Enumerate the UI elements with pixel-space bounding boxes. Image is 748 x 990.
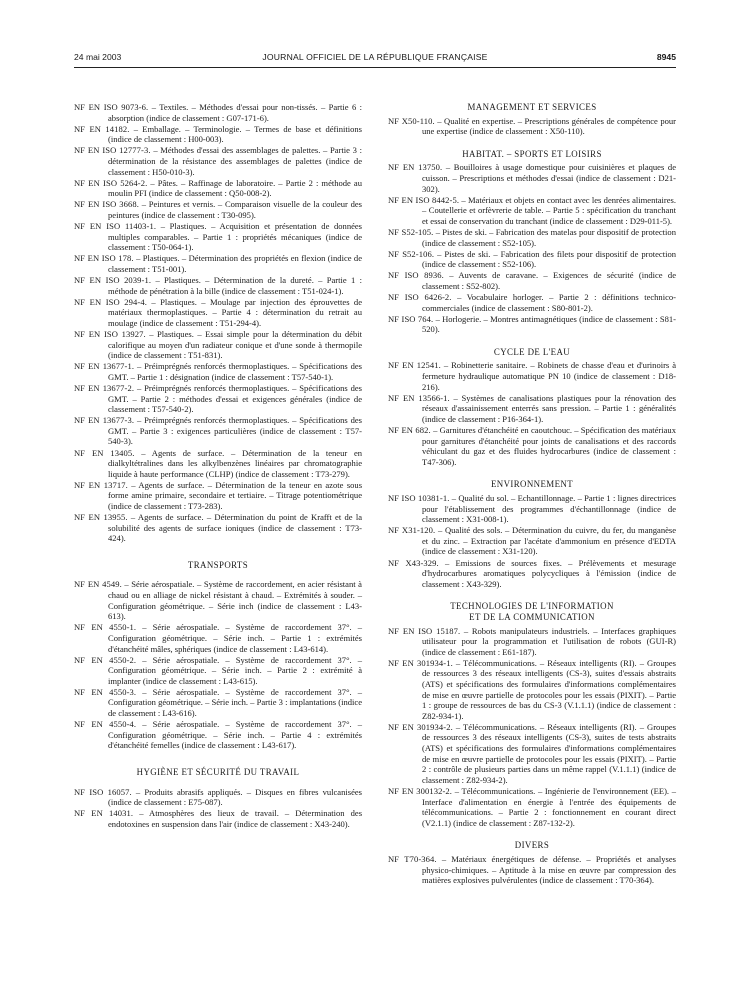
- standard-entry: [388, 249, 676, 270]
- section-heading: TECHNOLOGIES DE L'INFORMATION: [450, 601, 614, 612]
- standard-entry: [74, 579, 362, 621]
- standard-entry: [388, 270, 676, 291]
- standard-reference: NF EN 13677-3.: [74, 415, 135, 426]
- standard-reference: NF EN ISO 13927.: [74, 328, 146, 339]
- standard-entry: [388, 786, 676, 828]
- standard-entry: [74, 622, 362, 654]
- standard-title: – Robinetterie sanitaire. – Robinets de chasse d'eau et d'urinoirs à fermeture hydraulique automatique PN 10 (indice de classement : D18-216).: [422, 360, 676, 392]
- standard-entry: [74, 124, 362, 145]
- standard-title: – Robots manipulateurs industriels. – Interfaces graphiques utilisateur pour la programmation et l'utilisation de robots (GUI-R) (indice de classement : E61-187).: [422, 625, 676, 657]
- standard-title: – Préimprégnés renforcés thermoplastiques. – Spécifications des GMT. – Partie 1 : désignation (indice de classement : T57-540-1).: [108, 361, 363, 382]
- standard-entry: [388, 425, 676, 467]
- standard-title: – Série aérospatiale. – Système de raccordement 37°. – Configuration géométrique. – Série inch. – Partie 1 : extrémités d'étanchéité mâles, sphériques (indice de classement : L43-614).: [108, 622, 363, 654]
- standard-title: – Préimprégnés renforcés thermoplastiques. – Spécifications des GMT. – Partie 2 : méthodes d'essai et exigences générales (indice de classement : T57-540-2).: [108, 382, 363, 415]
- standard-title: – Télécommunications. – Réseaux intelligents (RI). – Groupes de ressources 3 des réseaux intelligents (CS-3), suites d'essais abstraits (ATS) et spécifications des formulaires d'informations complémentaires de mise en œuvre partielle de protocoles pour les essais (PIXIT). – Partie 1 : groupe de ressources de bas du CS-3 (V.1.1.1) (indice de classement : Z82-934-1).: [422, 657, 676, 721]
- standard-reference: NF X50-110.: [388, 115, 435, 126]
- section-heading: HYGIÈNE ET SÉCURITÉ DU TRAVAIL: [136, 766, 300, 777]
- standard-reference: NF EN 13955.: [74, 512, 128, 523]
- standard-entry: [388, 722, 676, 786]
- standard-entry: [388, 658, 676, 722]
- standard-entry: [74, 361, 362, 382]
- standard-reference: NF EN 4550-3.: [74, 686, 137, 697]
- standard-reference: NF EN 4550-4.: [74, 719, 137, 730]
- standard-entry: [74, 275, 362, 296]
- standard-entry: [74, 297, 362, 329]
- standard-entry: [74, 329, 362, 361]
- standard-title: – Plastiques. – Essai simple pour la détermination du débit calorifique au moyen d'un radiateur conique et d'une sonde à thermopile (indice de classement : T51-831).: [108, 328, 362, 361]
- standard-reference: NF EN 14182.: [74, 123, 130, 134]
- standard-reference: NF X31-120.: [388, 525, 436, 536]
- standard-title: – Peintures et vernis. – Comparaison visuelle de la couleur des peintures (indice de classement : T30-095).: [108, 199, 362, 220]
- header-page-number: 8945: [656, 52, 676, 62]
- standard-reference: NF ISO 764.: [388, 313, 434, 324]
- standard-title: – Série aérospatiale. – Système de raccordement 37°. – Configuration géométrique. – Série inch. – Partie 2 : extrémité à implanter (indice de classement : L43-615).: [108, 654, 363, 686]
- standard-entry: [74, 253, 362, 274]
- standard-reference: NF EN ISO 3668.: [74, 199, 140, 210]
- standard-title: – Horlogerie. – Montres antimagnétiques (indice de classement : S81-520).: [422, 313, 677, 335]
- header-journal-title: JOURNAL OFFICIEL DE LA RÉPUBLIQUE FRANÇAISE: [262, 52, 488, 62]
- standard-entry: [388, 292, 676, 313]
- standard-entry: [74, 512, 362, 544]
- standard-reference: NF EN ISO 294-4.: [74, 296, 147, 307]
- standard-title: – Garnitures d'étanchéité en caoutchouc. – Spécification des matériaux pour garnitures d'étanchéité pour joints de canalisations et des raccords véhiculant du gaz et des fluides hydrocarbures (indice de classement : T47-306).: [422, 425, 676, 467]
- standard-title: – Agents de surface. – Détermination du point de Krafft et de la solubilité des agents de surface ioniques (indice de classement : T73-424).: [108, 512, 363, 544]
- standard-reference: NF EN 13717.: [74, 479, 128, 490]
- standard-title: – Emissions de sources fixes. – Prélèvements et mesurage d'hydrocarbures aromatiques polycycliques à l'émission (indice de classement : X43-329).: [422, 557, 676, 589]
- standard-reference: NF EN 4550-1.: [74, 622, 137, 633]
- standard-reference: NF ISO 10381-1.: [388, 493, 450, 503]
- section-heading: HABITAT. – SPORTS ET LOISIRS: [462, 148, 602, 159]
- standard-title: – Qualité en expertise. – Prescriptions générales de compétence pour une expertise (indice de classement : X50-110).: [422, 115, 677, 137]
- standard-reference: NF EN ISO 2039-1.: [74, 275, 152, 285]
- standard-title: – Préimprégnés renforcés thermoplastiques. – Spécifications des GMT. – Partie 3 : exigences particulières (indice de classement : T57-540-3).: [108, 415, 363, 447]
- standard-title: – Matériaux énergétiques de défense. – Propriétés et analyses physico-chimiques. – Aptitude à la mise en œuvre par compression des matières explosives pulvérulentes (indice de classement : T70-364).: [422, 853, 676, 886]
- standard-entry: [74, 787, 362, 808]
- standard-entry: [74, 178, 362, 199]
- standard-reference: NF EN 682.: [388, 425, 431, 436]
- standard-reference: NF EN ISO 5264-2.: [74, 177, 148, 188]
- standard-reference: NF ISO 8936.: [388, 270, 444, 281]
- standard-reference: NF EN 13405.: [74, 447, 135, 458]
- standard-title: – Agents de surface. – Détermination de la teneur en azote sous forme amine primaire, secondaire et tertiaire. – Titrage potentiométrique (indice de classement : T73-283).: [108, 479, 363, 511]
- standard-reference: NF EN 4549.: [74, 579, 122, 590]
- standard-reference: NF EN 13677-2.: [74, 382, 135, 393]
- standard-reference: NF EN 12541.: [388, 360, 441, 371]
- standard-reference: NF EN 4550-2.: [74, 654, 137, 665]
- standard-reference: NF EN 13750.: [388, 162, 443, 173]
- standard-title: – Série aérospatiale. – Système de raccordement, en acier résistant à chaud ou en alliage de nickel résistant à chaud. – Extrémités à souder. – Configuration géométrique. – Série inch (indice de classement : L43-613).: [108, 579, 362, 622]
- standard-entry: [388, 558, 676, 590]
- standard-title: – Plastiques. – Acquisition et présentation de données multiples comparables. – Partie 1 : propriétés mécaniques (indice de classement : T50-064-1).: [108, 221, 363, 253]
- standard-title: – Méthodes d'essai des assemblages de palettes. – Partie 3 : détermination de la résistance des assemblages de palettes (indice de classement : H50-010-3).: [108, 145, 362, 177]
- standard-entry: [74, 145, 362, 177]
- standard-reference: NF EN 14031.: [74, 808, 134, 819]
- standard-title: – Vocabulaire horloger. – Partie 2 : définitions technico-commerciales (indice de classement : S80-801-2).: [422, 292, 676, 313]
- standard-entry: [388, 854, 676, 886]
- standard-reference: NF EN ISO 178.: [74, 253, 134, 264]
- standard-entry: [74, 415, 362, 447]
- standard-reference: NF EN ISO 12777-3.: [74, 145, 151, 156]
- standard-title: – Série aérospatiale. – Système de raccordement 37°. – Configuration géométrique. – Série inch. – Partie 3 : implantations (indice de classement : L43-616).: [108, 686, 363, 719]
- standard-entry: [388, 393, 676, 425]
- section-heading: DIVERS: [514, 840, 550, 851]
- standard-title: – Pistes de ski. – Fabrication des matelas pour dispositif de protection (indice de classement : S52-105).: [422, 226, 676, 248]
- standard-title: – Auvents de caravane. – Exigences de sécurité (indice de classement : S52-802).: [422, 270, 677, 291]
- page-header: [74, 52, 676, 66]
- standard-entry: [74, 655, 362, 687]
- section-heading: TRANSPORTS: [187, 559, 249, 570]
- standard-entry: [74, 808, 362, 829]
- standard-reference: NF EN ISO 9073-6.: [74, 102, 149, 112]
- standard-title: – Qualité des sols. – Détermination du cuivre, du fer, du manganèse et du zinc. – Extraction par l'acétate d'ammonium en présence d'EDTA (indice de classement : X31-120).: [422, 525, 677, 557]
- standard-title: – Plastiques. – Détermination des propriétés en flexion (indice de classement : T51-001).: [108, 253, 363, 274]
- standard-title: – Pâtes. – Raffinage de laboratoire. – Partie 2 : méthode au moulin PFI (indice de classement : Q50-008-2).: [108, 177, 362, 199]
- standard-title: – Produits abrasifs appliqués. – Disques en fibres vulcanisées (indice de classement : E75-087).: [108, 786, 362, 808]
- standard-reference: NF T70-364.: [388, 853, 437, 864]
- standard-entry: [388, 195, 676, 227]
- standard-title: – Pistes de ski. – Fabrication des filets pour dispositif de protection (indice de classement : S52-106).: [422, 248, 676, 270]
- standard-reference: NF S52-105.: [388, 226, 434, 237]
- standard-title: – Télécommunications. – Ingénierie de l'environnement (EE). – Interface d'alimentation en énergie à l'entrée des équipements de télécommunications. – Partie 2 : fonctionnement en courant direct (V2.1.1) (indice de classement : Z87-132-2).: [422, 785, 676, 828]
- standard-entry: [74, 480, 362, 512]
- standard-reference: NF EN 300132-2.: [388, 785, 453, 796]
- left-column: [74, 102, 362, 830]
- standard-reference: NF EN ISO 8442-5.: [388, 194, 460, 205]
- standard-reference: NF ISO 6426-2.: [388, 292, 452, 302]
- standard-entry: [388, 227, 676, 248]
- standard-entry: [388, 360, 676, 392]
- standard-title: – Atmosphères des lieux de travail. – Détermination des endotoxines en suspension dans l'air (indice de classement : X43-240).: [108, 808, 363, 829]
- standard-entry: [74, 383, 362, 415]
- standard-title: – Plastiques. – Moulage par injection des éprouvettes de matériaux thermoplastiques. – Partie 4 : détermination du retrait au moulage (indice de classement : T51-294-4).: [108, 296, 363, 328]
- standard-entry: [388, 525, 676, 557]
- standard-entry: [74, 719, 362, 751]
- standard-title: – Série aérospatiale. – Système de raccordement 37°. – Configuration géométrique. – Série inch. – Partie 4 : extrémités d'étanchéité femelles (indice de classement : L43-617).: [108, 719, 363, 751]
- section-heading: ET DE LA COMMUNICATION: [469, 611, 595, 622]
- standard-reference: NF ISO 16057.: [74, 786, 132, 797]
- standard-reference: NF EN 301934-1.: [388, 657, 453, 668]
- standard-reference: NF EN ISO 15187.: [388, 625, 461, 636]
- standard-entry: [388, 493, 676, 525]
- standard-entry: [388, 162, 676, 194]
- standard-title: – Systèmes de canalisations plastiques pour la rénovation des réseaux d'assainissement enterrés sans pression. – Partie 1 : généralités (indice de classement : P16-364-1).: [422, 392, 676, 424]
- standard-title: – Agents de surface. – Détermination de la teneur en dialkyltétralines dans les alkylbenzènes linéaires par chromatographie liquide à haute performance (CLHP) (indice de classement : T73-279).: [108, 447, 363, 479]
- standard-entry: [74, 687, 362, 719]
- standard-reference: NF S52-106.: [388, 248, 435, 259]
- header-rule: [74, 67, 676, 68]
- standard-title: – Bouilloires à usage domestique pour cuisinières et plaques de cuisson. – Prescriptions et méthodes d'essai (indice de classement : D21-302).: [422, 162, 676, 194]
- section-heading: ENVIRONNEMENT: [490, 479, 574, 490]
- standard-title: – Emballage. – Terminologie. – Termes de base et définitions (indice de classement : H00-003).: [108, 123, 363, 145]
- standard-title: – Plastiques. – Détermination de la dureté. – Partie 1 : méthode de pénétration à la bille (indice de classement : T51-024-1).: [108, 275, 362, 296]
- section-heading: MANAGEMENT ET SERVICES: [467, 102, 597, 112]
- header-date: 24 mai 2003: [74, 52, 122, 62]
- standard-title: – Télécommunications. – Réseaux intelligents (RI). – Groupes de ressources 3 des réseaux intelligents (CS-3), suites de tests abstraits (ATS) et spécifications des formulaires d'informations complémentaires de mise en œuvre partielle de protocoles pour les essais (PIXIT). – Partie 2 : contrôle de plusieurs parties dans un même rappel (V.1.1.1) (indice de classement : Z82-934-2).: [422, 721, 676, 785]
- standard-reference: NF EN 13566-1.: [388, 392, 450, 403]
- right-column: [388, 102, 676, 886]
- section-heading: CYCLE DE L'EAU: [493, 346, 571, 357]
- standard-reference: NF EN 301934-2.: [388, 721, 453, 732]
- standard-entry: [388, 314, 676, 335]
- standard-entry: [74, 221, 362, 253]
- standard-entry: [74, 102, 362, 123]
- standard-entry: [74, 448, 362, 480]
- standard-entry: [74, 199, 362, 220]
- standard-entry: [388, 626, 676, 658]
- standard-title: – Textiles. – Méthodes d'essai pour non-tissés. – Partie 6 : absorption (indice de classement : G07-171-6).: [108, 102, 362, 123]
- standard-reference: NF X43-329.: [388, 557, 439, 568]
- standard-reference: NF EN ISO 11403-1.: [74, 221, 157, 232]
- standard-title: – Qualité du sol. – Echantillonnage. – Partie 1 : lignes directrices pour l'établissement des programmes d'échantillonnage (indice de classement : X31-008-1).: [422, 493, 676, 525]
- standard-title: – Matériaux et objets en contact avec les denrées alimentaires. – Coutellerie et orfèvrerie de table. – Partie 5 : spécification du tranchant et essai de conservation du tranchant (indice de classement : D29-011-5).: [422, 194, 676, 226]
- standard-reference: NF EN 13677-1.: [74, 361, 135, 372]
- standard-entry: [388, 116, 676, 137]
